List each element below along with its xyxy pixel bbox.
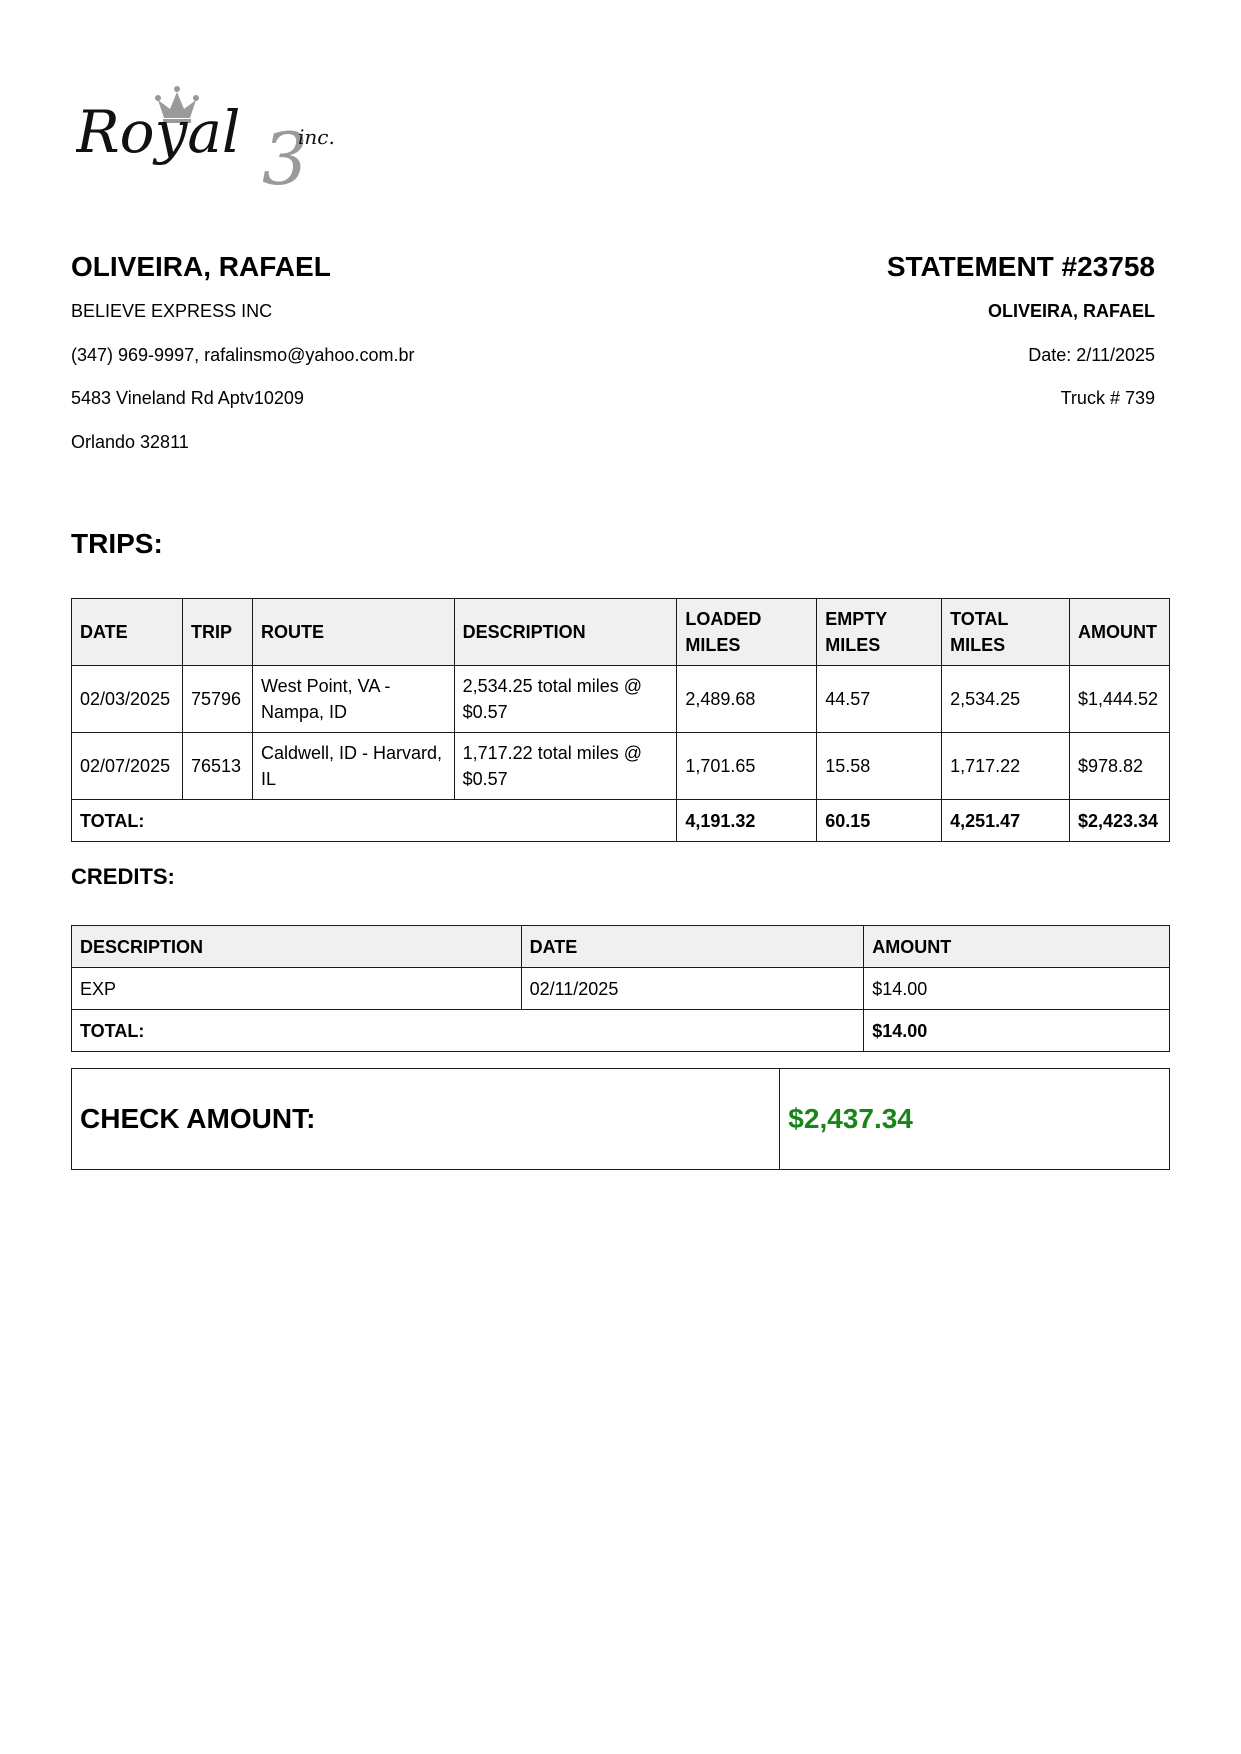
col-header-trip: TRIP — [182, 599, 252, 666]
credit-date: 02/11/2025 — [521, 968, 864, 1010]
credit-description: EXP — [72, 968, 522, 1010]
col-header-route: ROUTE — [252, 599, 454, 666]
driver-contact: (347) 969-9997, rafalinsmo@yahoo.com.br — [71, 344, 415, 365]
credits-total-label: TOTAL: — [72, 1010, 864, 1052]
trips-table — [71, 598, 1170, 842]
col-header-empty-miles: EMPTY MILES — [817, 599, 942, 666]
royal-3-logo-graphic — [76, 78, 386, 190]
trips-total-empty: 60.15 — [817, 800, 942, 842]
trips-total-loaded: 4,191.32 — [677, 800, 817, 842]
statement-truck: Truck # 739 — [1060, 388, 1155, 408]
check-amount-box — [71, 1068, 1170, 1170]
trips-total-label: TOTAL: — [72, 800, 677, 842]
credits-table — [71, 925, 1170, 1052]
driver-address-line1: 5483 Vineland Rd Aptv10209 — [71, 388, 304, 408]
trip-number: 75796 — [182, 666, 252, 733]
trip-description: 1,717.22 total miles @ $0.57 — [454, 733, 677, 800]
trips-total-miles: 4,251.47 — [942, 800, 1070, 842]
trip-route: Caldwell, ID - Harvard, IL — [252, 733, 454, 800]
driver-name: OLIVEIRA, RAFAEL — [71, 251, 331, 282]
trip-route: West Point, VA - Nampa, ID — [252, 666, 454, 733]
trips-total-amount: $2,423.34 — [1069, 800, 1169, 842]
trip-loaded-miles: 2,489.68 — [677, 666, 817, 733]
statement-title: STATEMENT #23758 — [886, 251, 1155, 282]
svg-text:3: 3 — [262, 117, 308, 190]
trip-date: 02/03/2025 — [72, 666, 183, 733]
trips-header-row — [72, 599, 1170, 666]
trip-total-miles: 2,534.25 — [942, 666, 1070, 733]
trips-title: TRIPS: — [71, 528, 163, 559]
trip-empty-miles: 15.58 — [817, 733, 942, 800]
company-logo — [76, 78, 386, 190]
trip-amount: $1,444.52 — [1069, 666, 1169, 733]
driver-company: BELIEVE EXPRESS INC — [71, 301, 273, 321]
trip-number: 76513 — [182, 733, 252, 800]
svg-text:inc.: inc. — [298, 125, 335, 149]
trip-description: 2,534.25 total miles @ $0.57 — [454, 666, 677, 733]
credits-header-row — [72, 926, 1170, 968]
col-header-total-miles: TOTAL MILES — [942, 599, 1070, 666]
table-row — [72, 666, 1170, 733]
col-header-amount: AMOUNT — [1069, 599, 1169, 666]
trip-date: 02/07/2025 — [72, 733, 183, 800]
statement-info — [595, 245, 1155, 430]
trip-total-miles: 1,717.22 — [942, 733, 1070, 800]
col-header-amount: AMOUNT — [864, 926, 1170, 968]
table-row — [72, 733, 1170, 800]
trip-amount: $978.82 — [1069, 733, 1169, 800]
credits-total-amount: $14.00 — [864, 1010, 1170, 1052]
statement-name: OLIVEIRA, RAFAEL — [987, 301, 1155, 321]
col-header-description: DESCRIPTION — [72, 926, 522, 968]
statement-date: Date: 2/11/2025 — [1028, 344, 1155, 365]
trip-loaded-miles: 1,701.65 — [677, 733, 817, 800]
credit-amount: $14.00 — [864, 968, 1170, 1010]
col-header-description: DESCRIPTION — [454, 599, 677, 666]
trip-empty-miles: 44.57 — [817, 666, 942, 733]
col-header-date: DATE — [72, 599, 183, 666]
check-amount-row — [72, 1069, 1170, 1170]
svg-text:Royal: Royal — [76, 98, 241, 166]
trips-total-row — [72, 800, 1170, 842]
driver-address-line2: Orlando 32811 — [71, 431, 189, 452]
credits-total-row — [72, 1010, 1170, 1052]
col-header-loaded-miles: LOADED MILES — [677, 599, 817, 666]
driver-info — [71, 245, 631, 473]
col-header-date: DATE — [521, 926, 864, 968]
check-amount-label: CHECK AMOUNT: — [72, 1069, 780, 1170]
credits-title: CREDITS: — [71, 864, 175, 889]
table-row — [72, 968, 1170, 1010]
check-amount-value: $2,437.34 — [780, 1069, 1170, 1170]
